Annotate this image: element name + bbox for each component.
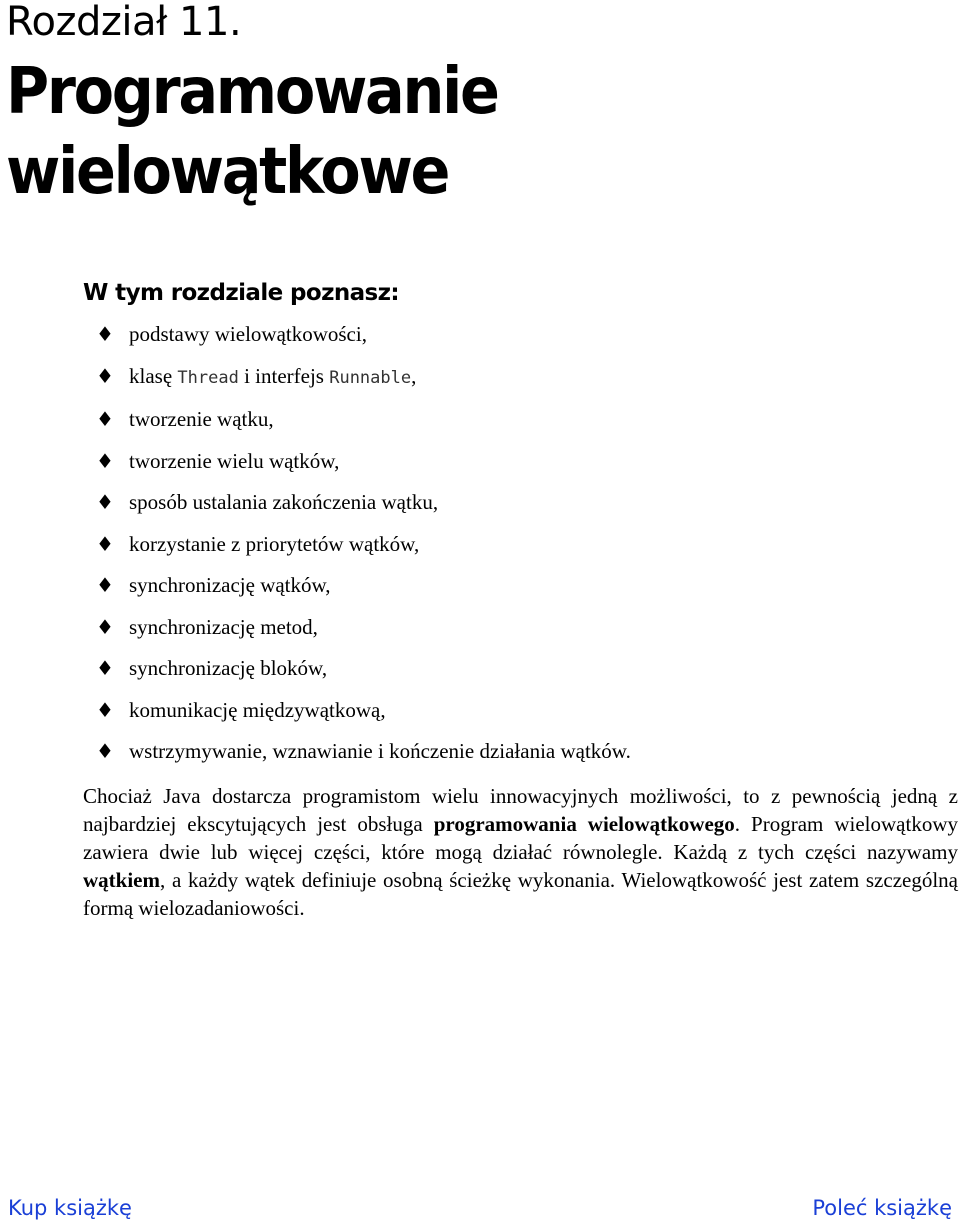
paragraph-text: . Program wielowątkowy zawiera dwie lub więcej części, które mogą działać równolegle. Każdą z tych części nazywamy xyxy=(83,812,959,864)
chapter-number: Rozdział 11. xyxy=(6,0,242,45)
recommend-book-link[interactable]: Poleć książkę xyxy=(812,1196,952,1220)
diamond-bullet-icon: ♦ xyxy=(96,739,114,763)
list-item-text xyxy=(129,364,416,388)
list-item-text-part: klasę xyxy=(129,363,178,388)
list-item xyxy=(96,690,631,732)
list-item-text: tworzenie wielu wątków, xyxy=(129,448,340,473)
list-item-text-part: , xyxy=(411,363,417,388)
diamond-bullet-icon: ♦ xyxy=(96,448,114,473)
paragraph-term-thread: wątkiem xyxy=(83,868,160,892)
list-item-text: tworzenie wątku, xyxy=(129,407,274,431)
paragraph-text: Chociaż Java dostarcza programistom wielu innowacyjnych możliwości, to z pewnością jedną z najbardziej ekscytujących jest obsługa xyxy=(83,784,958,836)
list-item xyxy=(96,356,631,400)
list-item-text: synchronizację wątków, xyxy=(129,573,331,597)
list-item xyxy=(96,731,631,773)
list-item-text: synchronizację metod, xyxy=(129,614,318,639)
list-item xyxy=(96,399,631,441)
list-item xyxy=(96,482,631,524)
diamond-bullet-icon: ♦ xyxy=(96,407,114,431)
list-item-text: korzystanie z priorytetów wątków, xyxy=(129,531,420,556)
list-item-text: podstawy wielowątkowości, xyxy=(129,322,367,346)
list-item-text-part: i interfejs xyxy=(238,363,330,388)
list-item-text: sposób ustalania zakończenia wątku, xyxy=(129,490,439,514)
diamond-bullet-icon: ♦ xyxy=(96,490,114,514)
list-item-text: komunikację międzywątkową, xyxy=(129,697,386,722)
code-thread: Thread xyxy=(177,367,239,388)
topics-heading: W tym rozdziale poznasz: xyxy=(83,280,400,306)
chapter-title-line-1: Programowanie xyxy=(6,55,498,129)
list-item xyxy=(96,314,631,356)
buy-book-link[interactable]: Kup książkę xyxy=(8,1196,132,1220)
list-item xyxy=(96,607,631,649)
topics-list xyxy=(96,314,631,773)
list-item xyxy=(96,441,631,483)
paragraph-text: , a każdy wątek definiuje osobną ścieżkę wykonania. Wielowątkowość jest zatem szczególną formą wielozadaniowości. xyxy=(83,868,958,920)
list-item-text: wstrzymywanie, wznawianie i kończenie działania wątków. xyxy=(129,739,631,763)
list-item xyxy=(96,524,631,566)
diamond-bullet-icon: ♦ xyxy=(96,363,114,388)
diamond-bullet-icon: ♦ xyxy=(96,322,114,346)
diamond-bullet-icon: ♦ xyxy=(96,697,114,722)
diamond-bullet-icon: ♦ xyxy=(96,531,114,556)
list-item-text: synchronizację bloków, xyxy=(129,656,328,680)
chapter-title xyxy=(6,52,498,212)
chapter-title-line-2: wielowątkowe xyxy=(6,135,449,209)
code-runnable: Runnable xyxy=(329,367,412,388)
diamond-bullet-icon: ♦ xyxy=(96,614,114,639)
diamond-bullet-icon: ♦ xyxy=(96,573,114,597)
paragraph-term-multithreaded-programming: programowania wielowątkowego xyxy=(433,812,735,836)
list-item xyxy=(96,565,631,607)
intro-paragraph xyxy=(83,782,958,922)
diamond-bullet-icon: ♦ xyxy=(96,656,114,680)
list-item xyxy=(96,648,631,690)
